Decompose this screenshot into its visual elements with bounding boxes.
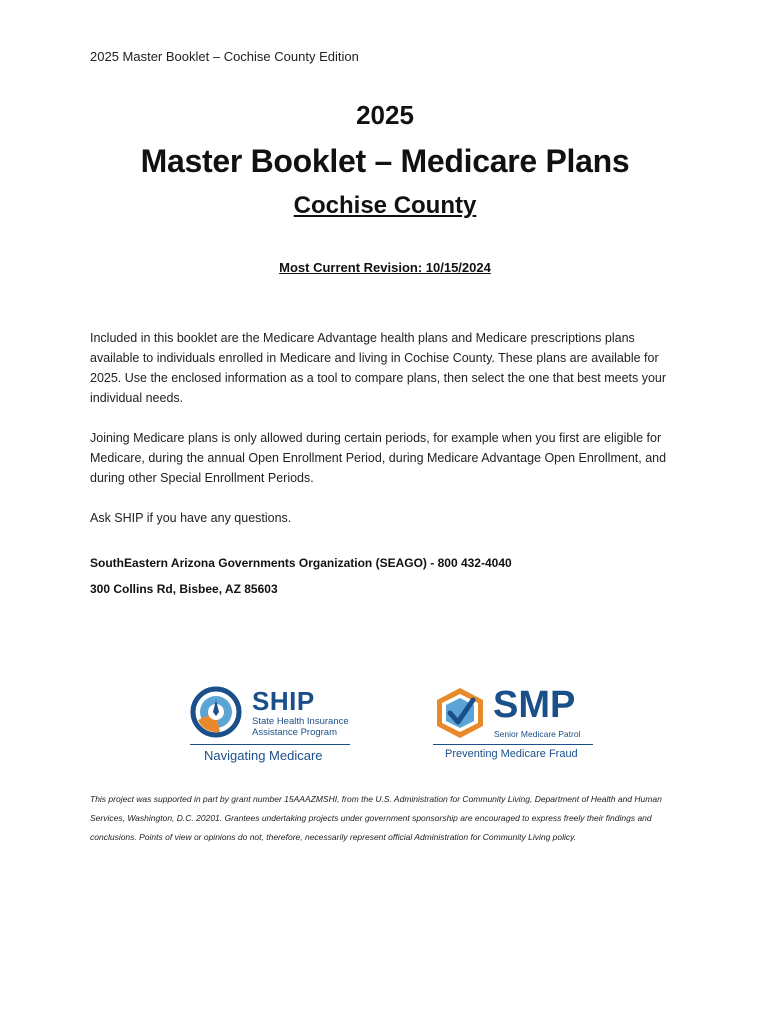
questions-paragraph: Ask SHIP if you have any questions.: [90, 511, 292, 525]
smp-logo: [433, 686, 593, 768]
page-title: Master Booklet – Medicare Plans: [140, 143, 630, 179]
intro-paragraph: Included in this booklet are the Medicare Advantage health plans and Medicare prescriptions plans available to individuals enrolled in Medicare and living in Cochise County. These plans are available for 2025. Use the enclosed information as a tool to compare plans, then select the one that best meets your individual needs.: [90, 331, 667, 405]
smp-name: SMP: [493, 684, 576, 726]
contact-address: 300 Collins Rd, Bisbee, AZ 85603: [90, 582, 278, 596]
revision-date: Most Current Revision: 10/15/2024: [279, 260, 491, 275]
booklet-year: 2025: [356, 100, 414, 130]
contact-organization: SouthEastern Arizona Governments Organization (SEAGO) - 800 432-4040: [90, 556, 512, 570]
running-header: 2025 Master Booklet – Cochise County Edition: [90, 49, 359, 64]
ship-subtitle-line2: Assistance Program: [252, 727, 338, 738]
enrollment-paragraph: Joining Medicare plans is only allowed during certain periods, for example when you first are eligible for Medicare, during the annual Open Enrollment Period, during Medicare Advantage Open Enrollment, and during other Special Enrollment Periods.: [90, 431, 667, 485]
smp-subtitle: Senior Medicare Patrol: [494, 729, 581, 739]
ship-subtitle-line1: State Health Insurance: [252, 716, 349, 727]
smp-divider: [433, 744, 593, 745]
smp-tagline: Preventing Medicare Fraud: [445, 748, 578, 760]
grant-footnote: This project was supported in part by grant number 15AAAZMSHI, from the U.S. Administration for Community Living, Department of Health and Human Services, Washington, D.C. 20201. Grantees undertaking projects under government sponsorship are encouraged to express freely their findings and conclusions. Points of view or opinions do not, therefore, necessarily represent official Administration for Community Living policy.: [90, 794, 662, 842]
ship-subtitle: [252, 716, 349, 738]
ship-name: SHIP: [252, 686, 315, 716]
ship-tagline: Navigating Medicare: [204, 748, 323, 763]
county-name: Cochise County: [293, 192, 477, 219]
shield-check-icon: [433, 686, 487, 740]
ship-logo: [190, 686, 355, 768]
compass-icon: [190, 686, 242, 738]
ship-divider: [190, 744, 350, 745]
